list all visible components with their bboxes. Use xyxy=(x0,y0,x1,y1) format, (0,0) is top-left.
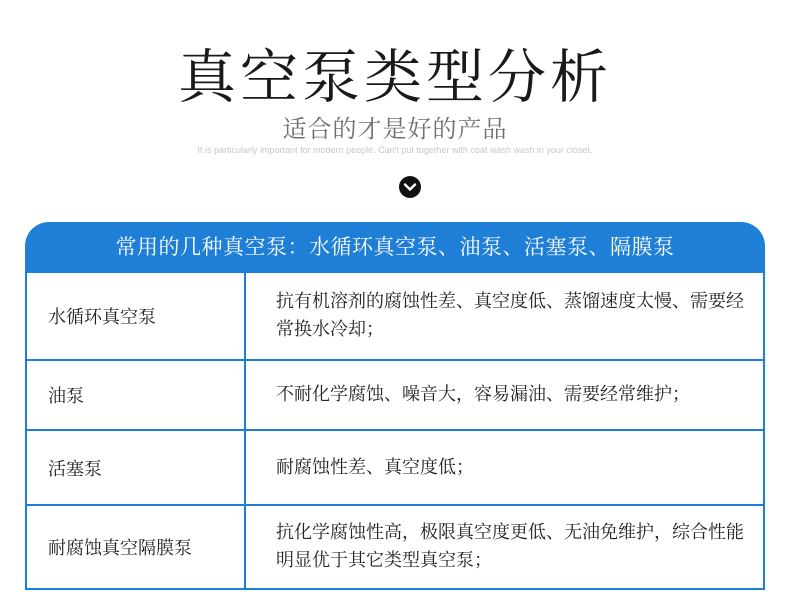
table-row xyxy=(27,504,763,588)
table-header: 常用的几种真空泵：水循环真空泵、油泵、活塞泵、隔膜泵 xyxy=(25,222,765,273)
pump-desc-cell: 耐腐蚀性差、真空度低； xyxy=(276,456,474,478)
chevron-down-circle-icon xyxy=(399,176,421,198)
pump-desc-cell: 抗化学腐蚀性高，极限真空度更低、无油免维护，综合性能明显优于其它类型真空泵； xyxy=(276,522,744,571)
page-subtitle: 适合的才是好的产品 xyxy=(282,115,508,143)
pump-name-cell: 水循环真空泵 xyxy=(27,273,246,359)
decorative-caption: It is particularly important for modern people. Can't put together with coat wash wash in your closet. xyxy=(197,145,593,155)
pump-desc-cell: 抗有机溶剂的腐蚀性差、真空度低、蒸馏速度太慢、需要经常换水冷却； xyxy=(276,291,744,340)
table-row xyxy=(27,273,763,359)
table-body xyxy=(25,273,765,590)
pump-name-cell: 活塞泵 xyxy=(27,431,246,504)
pump-desc-cell: 不耐化学腐蚀、噪音大，容易漏油、需要经常维护； xyxy=(276,384,690,405)
pump-name-cell: 油泵 xyxy=(27,361,246,429)
table-row xyxy=(27,429,763,504)
pump-comparison-table xyxy=(25,222,765,590)
pump-name-cell: 耐腐蚀真空隔膜泵 xyxy=(27,506,246,588)
page-title: 真空泵类型分析 xyxy=(177,43,612,111)
table-row xyxy=(27,359,763,429)
